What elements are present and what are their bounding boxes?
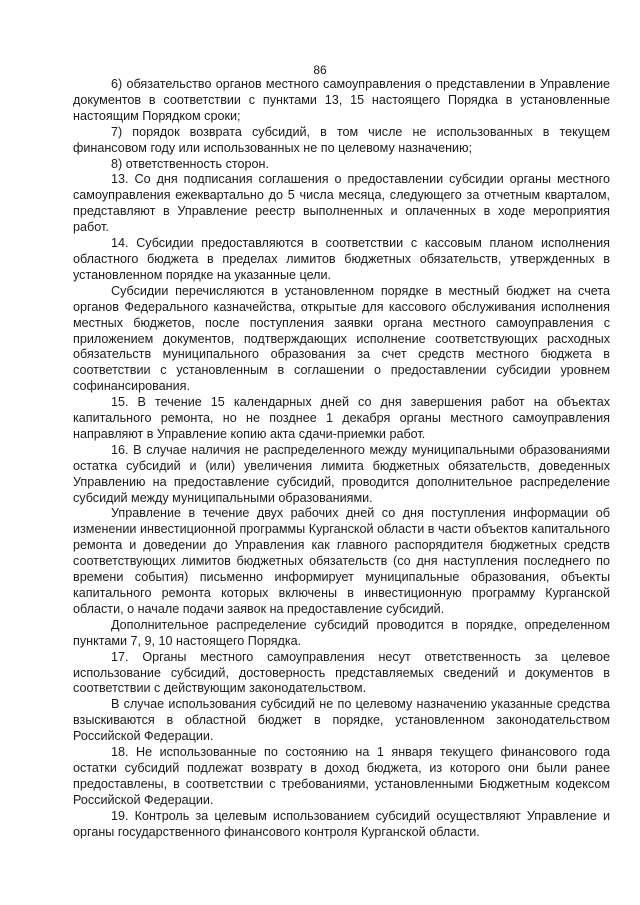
paragraph-item-6: 6) обязательство органов местного самоуправления о представлении в Управление документов в соответствии с пунктами 13, 15 настоящего Порядка в установленные настоящим Порядком сроки; (73, 77, 610, 123)
paragraph-clause-19: 19. Контроль за целевым использованием субсидий осуществляют Управление и органы государственного финансового контроля Курганской области. (73, 808, 610, 839)
paragraph-clause-16-notification: Управление в течение двух рабочих дней со дня поступления информации об изменении инвестиционной программы Курганской области в части объектов капитального ремонта и доведении до Управления как главного распорядителя бюджетных средств соответствующих лимитов бюджетных обязательств (со дня наступления последнего по времени события) письменно информирует муниципальные образования, объекты капитального ремонта которых включены в инвестиционную программу Курганской области, о начале подачи заявок на предоставление субсидий. (73, 506, 610, 616)
paragraph-item-8: 8) ответственность сторон. (111, 156, 269, 171)
paragraph-clause-13: 13. Со дня подписания соглашения о предоставлении субсидии органы местного самоуправления ежеквартально до 5 числа месяца, следующего за отчетным кварталом, представляют в Управление реестр выполненных и оплаченных в ходе мероприятия работ. (73, 172, 610, 235)
paragraph-clause-16-additional: Дополнительное распределение субсидий проводится в порядке, определенном пунктами 7, 9, 10 настоящего Порядка. (73, 617, 610, 648)
page-number: 86 (313, 63, 327, 77)
paragraph-clause-14-transfer: Субсидии перечисляются в установленном порядке в местный бюджет на счета органов Федерального казначейства, открытые для кассового обслуживания исполнения местных бюджетов, после поступления заявки органа местного самоуправления с приложением документов, подтверждающих исполнение соответствующих расходных обязательств муниципального образования за счет средств местного бюджета в соответствии с установленным в соглашении о предоставлении субсидии уровнем софинансирования. (73, 283, 610, 394)
paragraph-clause-15: 15. В течение 15 календарных дней со дня завершения работ на объектах капитального ремонта, но не позднее 1 декабря органы местного самоуправления направляют в Управление копию акта сдачи-приемки работ. (73, 395, 610, 441)
paragraph-item-7: 7) порядок возврата субсидий, в том числе не использованных в текущем финансовом году или использованных не по целевому назначению; (73, 124, 610, 155)
paragraph-clause-17: 17. Органы местного самоуправления несут ответственность за целевое использование субсидий, достоверность представляемых сведений и документов в соответствии с действующим законодательством. (73, 649, 610, 696)
document-body (73, 77, 610, 841)
paragraph-clause-16: 16. В случае наличия не распределенного между муниципальными образованиями остатка субсидий и (или) увеличения лимита бюджетных обязательств, доведенных Управлению на предоставление субсидий, проводится дополнительное распределение субсидий между муниципальными образованиями. (73, 442, 610, 505)
paragraph-clause-17-misuse: В случае использования субсидий не по целевому назначению указанные средства взыскиваются в областной бюджет в порядке, установленном законодательством Российской Федерации. (73, 697, 610, 744)
paragraph-clause-14: 14. Субсидии предоставляются в соответствии с кассовым планом исполнения областного бюджета в пределах лимитов бюджетных обязательств, утвержденных в установленном порядке на указанные цели. (73, 236, 610, 282)
paragraph-clause-18: 18. Не использованные по состоянию на 1 января текущего финансового года остатки субсидий подлежат возврату в доход бюджета, из которого они были ранее предоставлены, в соответствии с требованиями, установленными Бюджетным кодексом Российской Федерации. (73, 745, 610, 807)
